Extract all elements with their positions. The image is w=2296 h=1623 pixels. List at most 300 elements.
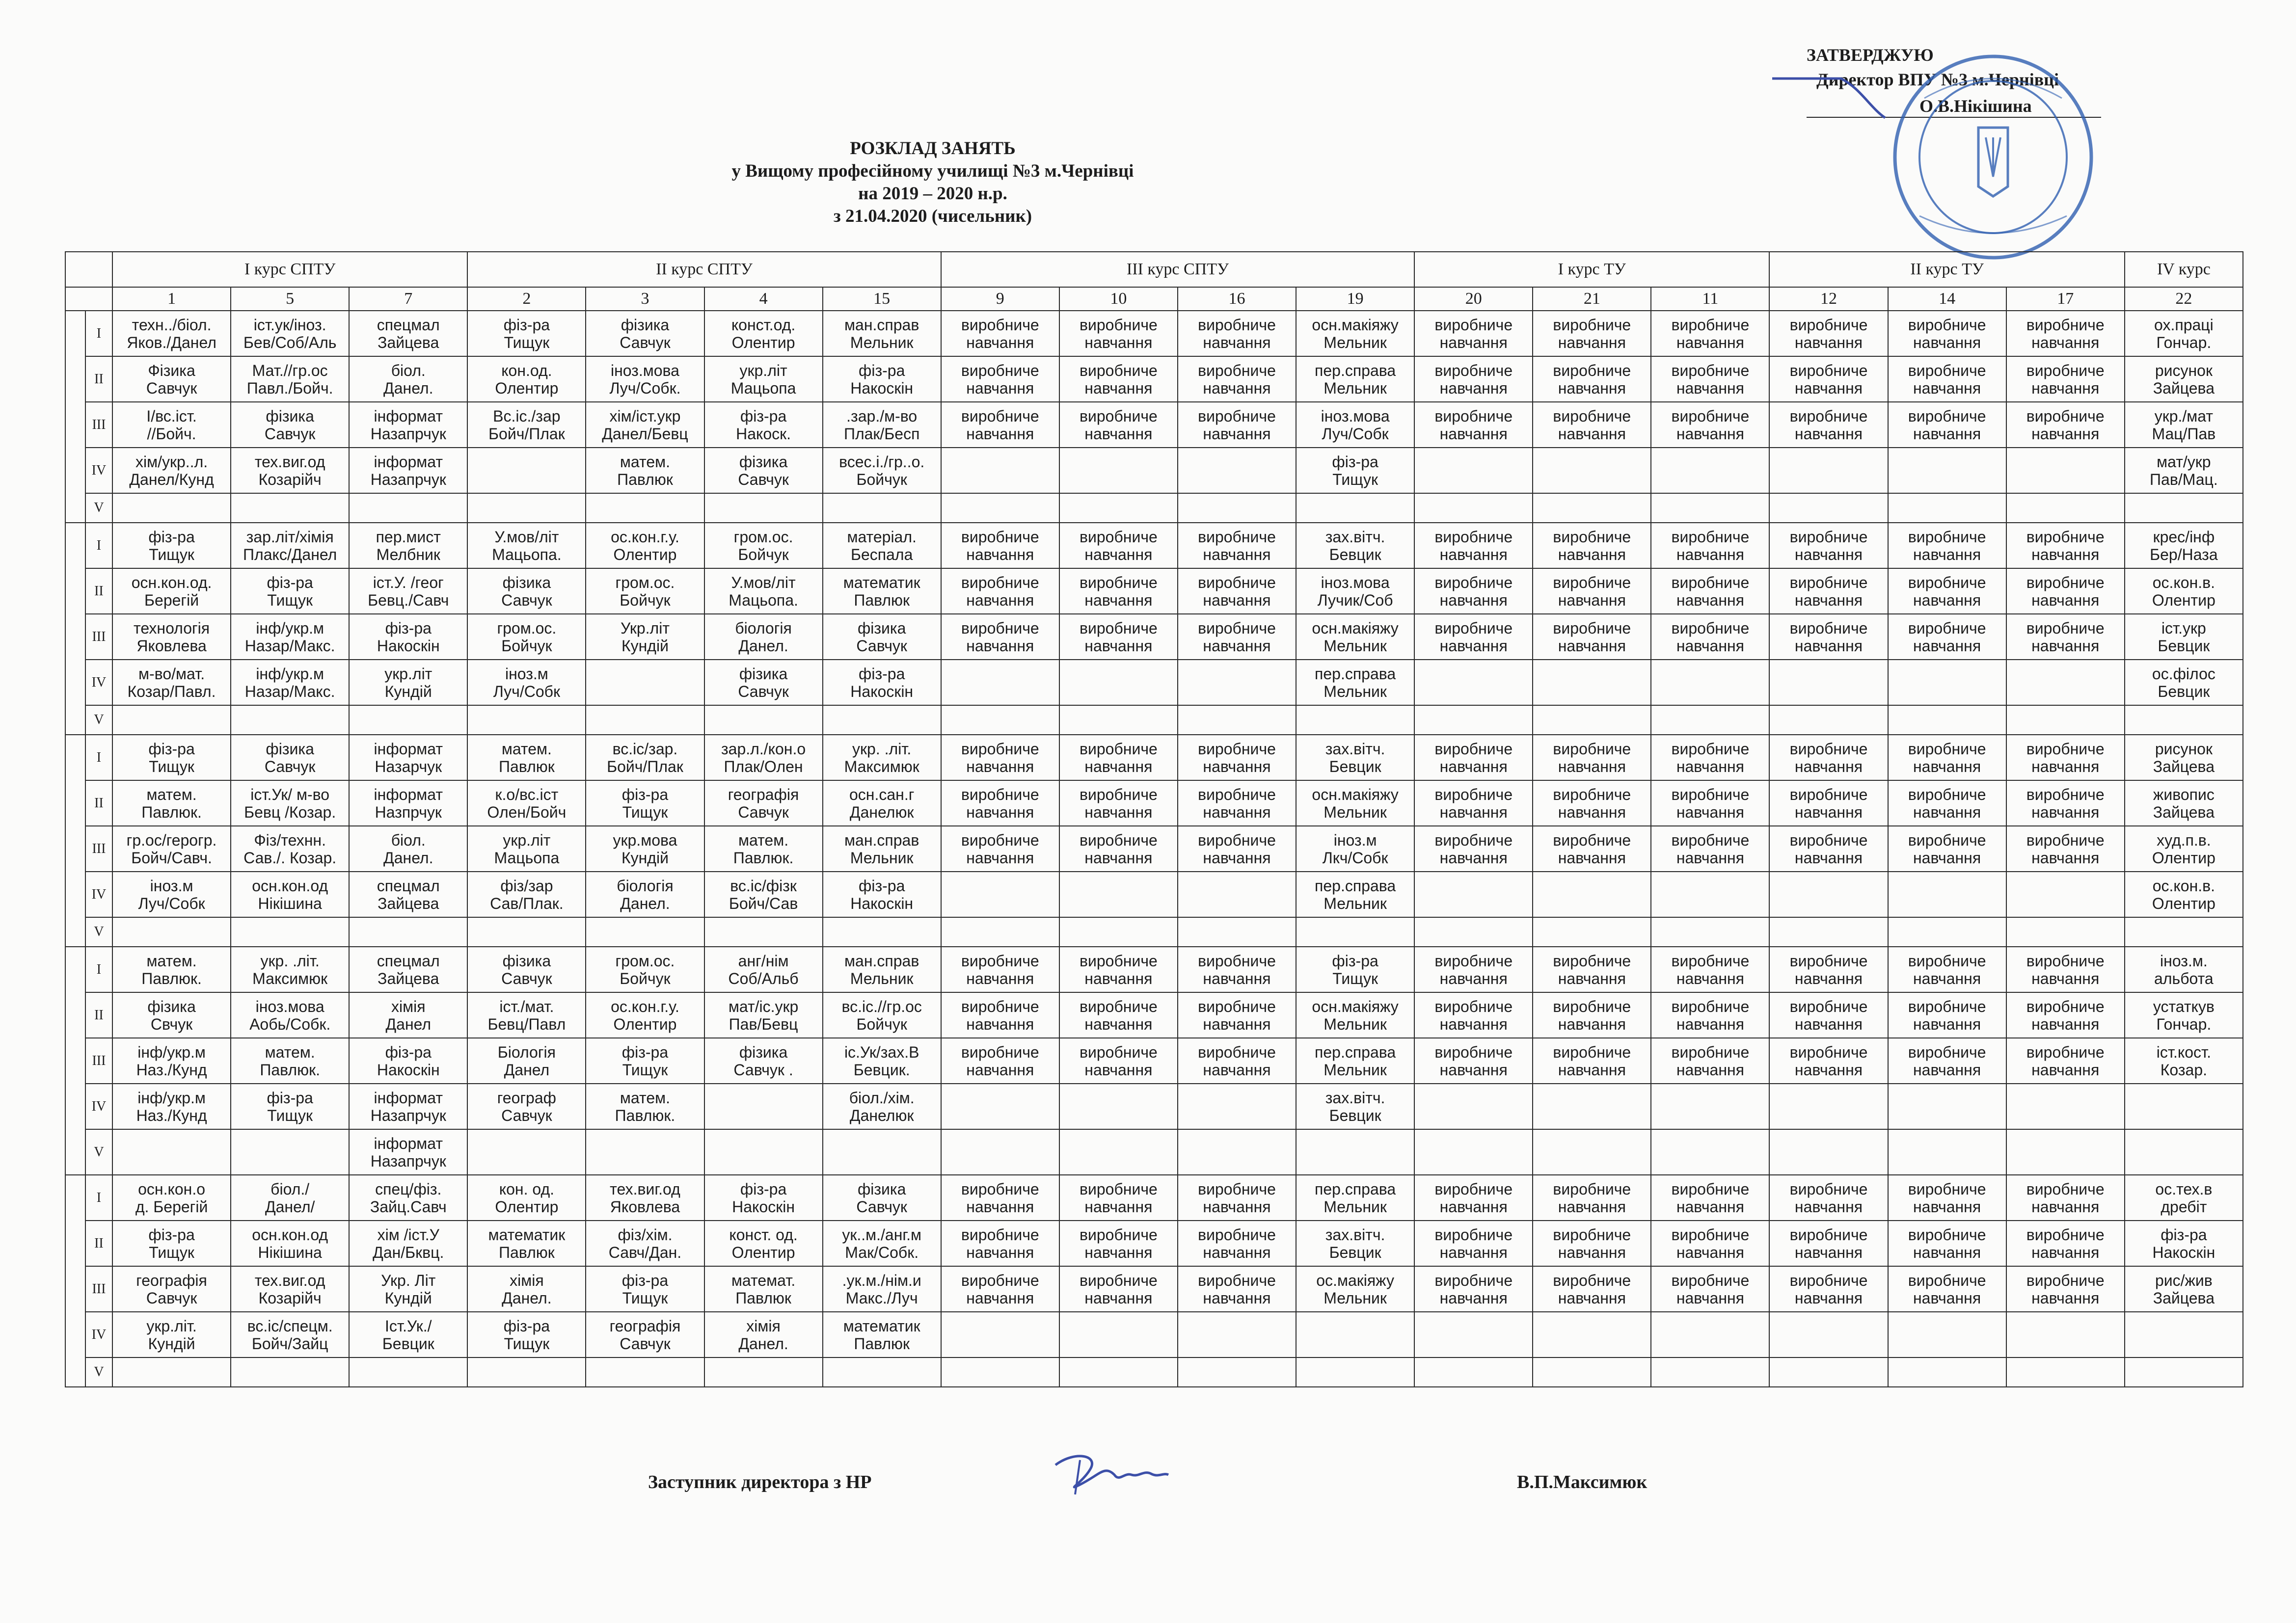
lesson-cell: [1414, 735, 1533, 780]
lesson-subject: хімія: [746, 1317, 781, 1335]
lesson-teacher: Максимюк: [252, 969, 328, 987]
lesson-teacher: навчання: [2031, 425, 2100, 443]
lesson-subject: виробниче: [1553, 997, 1631, 1015]
lesson-subject: фізика: [147, 997, 196, 1015]
lesson-teacher: навчання: [1676, 1197, 1744, 1216]
lesson-cell: [112, 735, 231, 780]
lesson-subject: виробниче: [1553, 952, 1631, 970]
lesson-subject: спецмал: [377, 316, 440, 334]
lesson-cell: [1769, 660, 1888, 705]
lesson-cell: [1769, 992, 1888, 1038]
lesson-cell: [1296, 1084, 1414, 1129]
schedule-row: [65, 356, 2243, 402]
lesson-subject: гром.ос.: [733, 528, 793, 546]
lesson-subject: виробниче: [1079, 619, 1158, 637]
lesson-cell: [1769, 1357, 1888, 1387]
period-number: ІІ: [85, 1221, 112, 1266]
lesson-subject: крес/інф: [2153, 528, 2215, 546]
lesson-teacher: навчання: [966, 1015, 1034, 1033]
lesson-teacher: Беспала: [850, 545, 913, 563]
lesson-subject: виробниче: [1079, 361, 1158, 379]
lesson-teacher: Пав/Бевц: [729, 1015, 798, 1033]
lesson-cell: [1769, 826, 1888, 872]
group-number: 16: [1178, 287, 1296, 311]
lesson-cell: [1414, 402, 1533, 448]
lesson-subject: матем.: [146, 785, 197, 803]
lesson-cell: [1059, 735, 1178, 780]
lesson-teacher: Бевцик: [382, 1334, 434, 1353]
lesson-teacher: навчання: [1913, 333, 1981, 351]
lesson-subject: фіз-ра: [859, 665, 905, 683]
lesson-cell: [1888, 356, 2006, 402]
lesson-cell: [349, 826, 467, 872]
lesson-cell: [231, 1221, 349, 1266]
lesson-cell: [231, 1084, 349, 1129]
lesson-subject: виробниче: [1671, 316, 1750, 334]
group-number: 7: [349, 287, 467, 311]
lesson-cell: [112, 1357, 231, 1387]
lesson-subject: У.мов/літ: [731, 573, 796, 591]
schedule-row: [65, 705, 2243, 735]
lesson-subject: виробниче: [961, 1180, 1039, 1198]
lesson-subject: виробниче: [1908, 785, 1986, 803]
lesson-cell: [231, 523, 349, 568]
lesson-subject: Укр. Літ: [381, 1271, 436, 1289]
lesson-cell: [1533, 1221, 1651, 1266]
lesson-cell: [2006, 1129, 2125, 1175]
lesson-teacher: навчання: [1794, 591, 1863, 609]
lesson-subject: виробниче: [1553, 528, 1631, 546]
lesson-teacher: навчання: [1203, 545, 1271, 563]
lesson-subject: виробниче: [961, 573, 1039, 591]
lesson-subject: біол./: [270, 1180, 310, 1198]
lesson-subject: виробниче: [1789, 952, 1868, 970]
lesson-cell: [1888, 947, 2006, 992]
lesson-cell: [467, 1038, 586, 1084]
lesson-teacher: навчання: [1676, 1289, 1744, 1307]
schedule-row: [65, 1129, 2243, 1175]
lesson-cell: [2125, 872, 2243, 917]
lesson-teacher: Мельник: [1324, 379, 1387, 397]
lesson-teacher: Бев/Соб/Аль: [243, 333, 337, 351]
lesson-subject: виробниче: [1434, 316, 1513, 334]
lesson-teacher: //Бойч.: [147, 425, 196, 443]
lesson-cell: [2006, 735, 2125, 780]
lesson-teacher: Олентир: [495, 379, 559, 397]
footer-name: В.П.Максимюк: [1517, 1472, 1648, 1492]
schedule-row: [65, 1266, 2243, 1312]
lesson-cell: [1178, 1221, 1296, 1266]
schedule-table: [65, 251, 2243, 1387]
lesson-subject: виробниче: [1079, 1043, 1158, 1061]
title-line-2: у Вищому професійному училищі №3 м.Чернівці: [731, 161, 1134, 181]
lesson-cell: [823, 735, 941, 780]
lesson-teacher: Данел.: [383, 379, 433, 397]
lesson-teacher: Данелюк: [849, 1106, 914, 1124]
lesson-cell: [1888, 614, 2006, 660]
lesson-cell: [1414, 568, 1533, 614]
lesson-cell: [1888, 735, 2006, 780]
lesson-cell: [349, 947, 467, 992]
lesson-subject: фізика: [621, 316, 670, 334]
lesson-cell: [112, 780, 231, 826]
lesson-cell: [704, 1038, 823, 1084]
lesson-cell: [1533, 568, 1651, 614]
lesson-cell: [1414, 1266, 1533, 1312]
lesson-cell: [704, 614, 823, 660]
lesson-subject: виробниче: [1553, 1271, 1631, 1289]
lesson-teacher: навчання: [1558, 757, 1626, 775]
lesson-cell: [1888, 705, 2006, 735]
lesson-teacher: альбота: [2154, 969, 2214, 987]
lesson-subject: фіз-ра: [621, 785, 669, 803]
lesson-teacher: Берегій: [144, 591, 199, 609]
lesson-cell: [231, 826, 349, 872]
lesson-teacher: Мельник: [1324, 333, 1387, 351]
lesson-teacher: Мельник: [850, 333, 914, 351]
lesson-subject: виробниче: [1198, 316, 1276, 334]
lesson-subject: к.о/вс.іст: [495, 785, 559, 803]
lesson-cell: [941, 1129, 1059, 1175]
lesson-cell: [1651, 448, 1769, 493]
lesson-cell: [349, 1312, 467, 1357]
lesson-teacher: Накоскін: [850, 894, 914, 912]
lesson-cell: [1178, 1175, 1296, 1221]
lesson-teacher: Назапрчук: [370, 425, 446, 443]
lesson-cell: [1059, 705, 1178, 735]
lesson-teacher: навчання: [1084, 1015, 1153, 1033]
lesson-subject: виробниче: [2026, 740, 2105, 758]
lesson-teacher: Павлюк.: [733, 849, 794, 867]
lesson-subject: .зар./м-во: [846, 407, 918, 425]
lesson-cell: [823, 660, 941, 705]
lesson-teacher: Тищук: [149, 757, 194, 775]
lesson-cell: [1651, 1221, 1769, 1266]
lesson-teacher: Козарійч: [258, 1289, 322, 1307]
lesson-teacher: Тищук: [267, 591, 313, 609]
lesson-cell: [2006, 1357, 2125, 1387]
lesson-subject: живопис: [2153, 785, 2215, 803]
lesson-teacher: навчання: [1558, 1061, 1626, 1079]
lesson-subject: Фіз/технн.: [254, 831, 326, 849]
lesson-subject: фізика: [857, 619, 906, 637]
lesson-cell: [1769, 1084, 1888, 1129]
lesson-cell: [349, 780, 467, 826]
lesson-teacher: навчання: [1794, 1061, 1863, 1079]
lesson-subject: виробниче: [1908, 407, 1986, 425]
lesson-subject: Укр.літ: [620, 619, 670, 637]
lesson-cell: [1059, 917, 1178, 947]
lesson-cell: [1533, 1129, 1651, 1175]
lesson-teacher: навчання: [1203, 425, 1271, 443]
lesson-cell: [1888, 660, 2006, 705]
lesson-cell: [1059, 493, 1178, 523]
lesson-cell: [823, 1129, 941, 1175]
lesson-teacher: навчання: [1203, 803, 1271, 821]
lesson-teacher: Соб/Альб: [728, 969, 799, 987]
lesson-subject: хім/укр..л.: [135, 452, 208, 471]
lesson-subject: Біологія: [497, 1043, 556, 1061]
lesson-subject: хімія: [391, 997, 426, 1015]
lesson-cell: [2125, 1357, 2243, 1387]
lesson-cell: [349, 735, 467, 780]
lesson-teacher: навчання: [1439, 545, 1508, 563]
lesson-subject: зах.вітч.: [1325, 740, 1385, 758]
lesson-cell: [349, 1221, 467, 1266]
lesson-cell: [112, 826, 231, 872]
lesson-subject: фіз-ра: [148, 528, 195, 546]
lesson-cell: [349, 705, 467, 735]
lesson-teacher: навчання: [1794, 849, 1863, 867]
lesson-subject: ос.кон.в.: [2152, 877, 2215, 895]
lesson-teacher: Назапрчук: [370, 1152, 446, 1170]
lesson-cell: [1651, 568, 1769, 614]
lesson-teacher: Савчук .: [733, 1061, 793, 1079]
lesson-subject: виробниче: [1789, 997, 1868, 1015]
lesson-subject: виробниче: [2026, 619, 2105, 637]
lesson-subject: іноз.м.: [2160, 952, 2208, 970]
lesson-cell: [941, 402, 1059, 448]
lesson-cell: [1178, 523, 1296, 568]
lesson-teacher: Зайцева: [378, 333, 439, 351]
lesson-teacher: Тищук: [149, 545, 194, 563]
lesson-teacher: Бевцик: [2158, 637, 2210, 655]
period-number: V: [85, 705, 112, 735]
period-number: ІV: [85, 448, 112, 493]
lesson-teacher: Данел.: [738, 637, 788, 655]
lesson-cell: [231, 1357, 349, 1387]
lesson-cell: [1059, 311, 1178, 356]
lesson-cell: [1769, 1129, 1888, 1175]
lesson-cell: [586, 872, 704, 917]
lesson-subject: Вс.іс./зар: [493, 407, 561, 425]
lesson-subject: осн.кон.о: [138, 1180, 205, 1198]
lesson-teacher: Козар.: [2160, 1061, 2207, 1079]
lesson-cell: [467, 448, 586, 493]
lesson-teacher: Зайцева: [378, 894, 439, 912]
lesson-cell: [1769, 1175, 1888, 1221]
lesson-cell: [704, 705, 823, 735]
lesson-subject: виробниче: [1079, 316, 1158, 334]
lesson-teacher: навчання: [1676, 803, 1744, 821]
lesson-cell: [349, 1038, 467, 1084]
schedule-row: [65, 872, 2243, 917]
lesson-teacher: Зайц.Савч: [370, 1197, 447, 1216]
lesson-teacher: навчання: [1439, 803, 1508, 821]
lesson-cell: [941, 992, 1059, 1038]
lesson-cell: [704, 402, 823, 448]
lesson-cell: [1414, 1084, 1533, 1129]
lesson-subject: виробниче: [961, 528, 1039, 546]
lesson-subject: виробниче: [1198, 407, 1276, 425]
lesson-subject: іноз.м: [1333, 831, 1377, 849]
lesson-teacher: Бевцик.: [853, 1061, 910, 1079]
lesson-cell: [2006, 872, 2125, 917]
lesson-subject: рисунок: [2155, 740, 2213, 758]
lesson-cell: [823, 614, 941, 660]
lesson-teacher: навчання: [1203, 1197, 1271, 1216]
lesson-cell: [231, 356, 349, 402]
lesson-cell: [1059, 1357, 1178, 1387]
lesson-cell: [823, 402, 941, 448]
lesson-cell: [2125, 917, 2243, 947]
lesson-teacher: Мельник: [850, 969, 914, 987]
day-name: Середа: [84, 812, 85, 869]
lesson-cell: [704, 523, 823, 568]
lesson-teacher: навчання: [1439, 757, 1508, 775]
lesson-subject: біол.: [391, 361, 426, 379]
lesson-teacher: навчання: [1794, 425, 1863, 443]
lesson-subject: виробниче: [1671, 1180, 1750, 1198]
lesson-subject: виробниче: [1434, 619, 1513, 637]
lesson-cell: [586, 356, 704, 402]
lesson-teacher: Назар/Макс.: [244, 637, 335, 655]
period-number: ІV: [85, 1084, 112, 1129]
lesson-cell: [1651, 660, 1769, 705]
lesson-subject: фіз-ра: [503, 1317, 550, 1335]
lesson-teacher: Накоскін: [2152, 1243, 2215, 1261]
lesson-subject: інф/укр.м: [256, 665, 324, 683]
lesson-cell: [823, 705, 941, 735]
lesson-teacher: навчання: [1084, 545, 1153, 563]
lesson-teacher: Мельник: [1324, 682, 1387, 700]
lesson-subject: осн.макіяжу: [1312, 997, 1399, 1015]
lesson-teacher: навчання: [1084, 591, 1153, 609]
lesson-subject: виробниче: [1553, 785, 1631, 803]
lesson-teacher: навчання: [1794, 1015, 1863, 1033]
lesson-cell: [1296, 402, 1414, 448]
lesson-cell: [2125, 614, 2243, 660]
lesson-cell: [112, 493, 231, 523]
lesson-cell: [1888, 1038, 2006, 1084]
lesson-cell: [941, 1266, 1059, 1312]
lesson-subject: виробниче: [961, 361, 1039, 379]
lesson-teacher: Дан/Бквц.: [373, 1243, 444, 1261]
lesson-cell: [1296, 1266, 1414, 1312]
lesson-teacher: Бойчук: [856, 1015, 907, 1033]
lesson-cell: [586, 660, 704, 705]
period-number: ІІ: [85, 356, 112, 402]
lesson-teacher: Олентир: [2152, 591, 2215, 609]
lesson-cell: [1651, 1175, 1769, 1221]
lesson-subject: ос.кон.г.у.: [611, 997, 679, 1015]
period-number: І: [85, 523, 112, 568]
lesson-cell: [941, 947, 1059, 992]
lesson-teacher: навчання: [966, 425, 1034, 443]
lesson-teacher: навчання: [966, 637, 1034, 655]
lesson-cell: [1769, 872, 1888, 917]
lesson-subject: виробниче: [1198, 1225, 1276, 1244]
lesson-cell: [1296, 523, 1414, 568]
lesson-subject: зах.вітч.: [1325, 528, 1385, 546]
lesson-cell: [1533, 356, 1651, 402]
lesson-cell: [823, 1038, 941, 1084]
lesson-teacher: Бойчук: [738, 545, 789, 563]
lesson-teacher: Кундій: [384, 682, 432, 700]
lesson-subject: виробниче: [1079, 1271, 1158, 1289]
group-number: 3: [586, 287, 704, 311]
lesson-teacher: Накоскін: [850, 682, 914, 700]
period-number: V: [85, 1129, 112, 1175]
lesson-cell: [231, 660, 349, 705]
lesson-subject: фіз-ра: [1332, 452, 1378, 471]
lesson-subject: виробниче: [2026, 361, 2105, 379]
lesson-subject: зах.вітч.: [1325, 1225, 1385, 1244]
lesson-subject: ох.праці: [2154, 316, 2214, 334]
lesson-subject: ман.справ: [844, 952, 919, 970]
lesson-cell: [823, 1266, 941, 1312]
lesson-cell: [704, 356, 823, 402]
lesson-subject: ман.справ: [844, 316, 919, 334]
lesson-cell: [704, 917, 823, 947]
period-number: ІІІ: [85, 1266, 112, 1312]
lesson-subject: географія: [136, 1271, 207, 1289]
lesson-subject: хімія: [510, 1271, 544, 1289]
lesson-subject: виробниче: [961, 952, 1039, 970]
lesson-teacher: навчання: [1439, 1289, 1508, 1307]
lesson-cell: [1533, 614, 1651, 660]
lesson-cell: [586, 448, 704, 493]
lesson-subject: виробниче: [1671, 740, 1750, 758]
lesson-teacher: навчання: [1203, 1243, 1271, 1261]
lesson-teacher: Данел.: [383, 849, 433, 867]
lesson-subject: біологія: [735, 619, 792, 637]
lesson-cell: [467, 1266, 586, 1312]
schedule-row: [65, 1221, 2243, 1266]
lesson-cell: [231, 735, 349, 780]
lesson-subject: математик: [843, 573, 920, 591]
lesson-cell: [1414, 1357, 1533, 1387]
lesson-cell: [1059, 1175, 1178, 1221]
lesson-subject: виробниче: [1789, 619, 1868, 637]
lesson-cell: [1651, 356, 1769, 402]
lesson-subject: укр.літ.: [146, 1317, 197, 1335]
lesson-teacher: Данел.: [502, 1289, 552, 1307]
schedule-row: [65, 780, 2243, 826]
lesson-subject: мат/укр: [2157, 452, 2211, 471]
lesson-teacher: навчання: [966, 803, 1034, 821]
lesson-cell: [2006, 448, 2125, 493]
lesson-teacher: Данел/Кунд: [129, 470, 214, 488]
lesson-teacher: Луч/Собк: [1322, 425, 1389, 443]
lesson-cell: [704, 826, 823, 872]
lesson-cell: [1533, 826, 1651, 872]
lesson-subject: виробниче: [2026, 831, 2105, 849]
lesson-cell: [1296, 992, 1414, 1038]
lesson-teacher: навчання: [1203, 591, 1271, 609]
lesson-cell: [1888, 917, 2006, 947]
lesson-teacher: Бевцик: [1329, 757, 1381, 775]
lesson-cell: [112, 1312, 231, 1357]
lesson-cell: [231, 1038, 349, 1084]
lesson-teacher: навчання: [1203, 969, 1271, 987]
lesson-teacher: навчання: [1794, 1197, 1863, 1216]
lesson-subject: іноз.мова: [255, 997, 324, 1015]
period-number: І: [85, 311, 112, 356]
lesson-subject: укр. .літ.: [260, 952, 320, 970]
lesson-cell: [1414, 493, 1533, 523]
lesson-teacher: Мельник: [1324, 1061, 1387, 1079]
lesson-teacher: навчання: [1203, 1061, 1271, 1079]
lesson-cell: [1414, 1312, 1533, 1357]
lesson-subject: спецмал: [377, 877, 440, 895]
lesson-cell: [2125, 780, 2243, 826]
lesson-subject: технологія: [134, 619, 210, 637]
lesson-subject: Мат.//гр.ос: [252, 361, 328, 379]
lesson-teacher: Тищук: [149, 1243, 194, 1261]
lesson-teacher: навчання: [1676, 1015, 1744, 1033]
lesson-teacher: навчання: [1084, 1289, 1153, 1307]
